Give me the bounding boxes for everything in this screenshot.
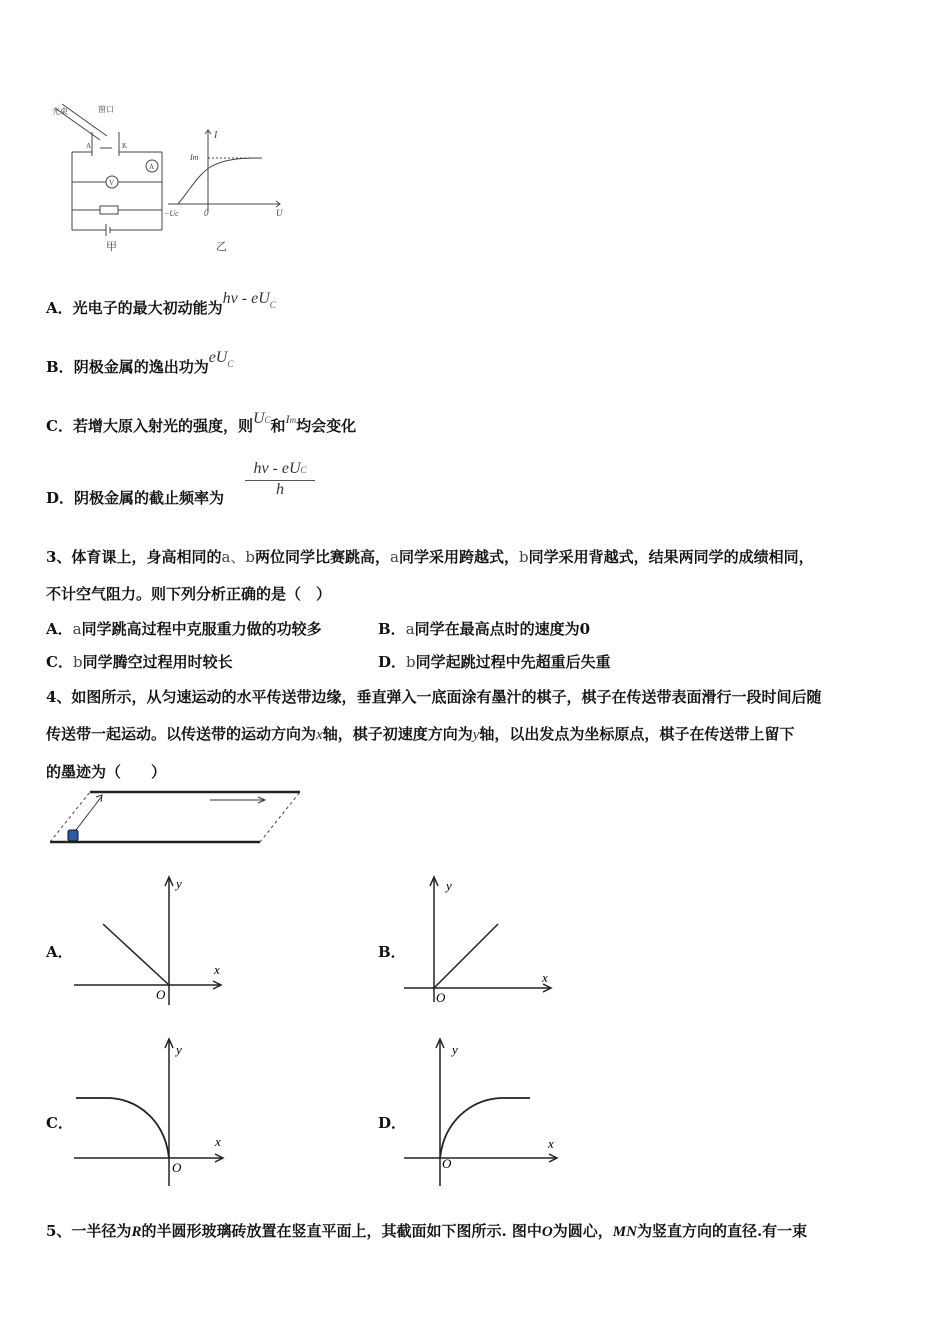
option-text: 若增大原入射光的强度，则 <box>72 417 253 435</box>
option-text: 阴极金属的逸出功为 <box>73 358 209 376</box>
conjunction: 和 <box>270 417 286 435</box>
graph-d-x: x <box>548 1136 554 1151</box>
label-a: A <box>86 142 92 150</box>
q3-line1: 3、体育课上，身高相同的a、b两位同学比赛跳高，a同学采用跨越式，b同学采用背越式，结果两同学的成绩相同， <box>46 548 814 566</box>
caption-yi: 乙 <box>216 241 227 253</box>
iu-uc-label: −Uc <box>164 209 179 218</box>
option-letter: D． <box>46 489 75 507</box>
option-text: 阴极金属的截止频率为 <box>74 489 225 507</box>
graph-a <box>70 872 240 1012</box>
q4-option-a-letter: A． <box>46 943 73 961</box>
iu-origin-label: 0 <box>204 208 209 218</box>
graph-a-o: O <box>156 987 166 1002</box>
formula: $eU_C$ <box>208 349 234 369</box>
label-voltmeter: V <box>109 179 115 187</box>
iu-graph <box>168 130 280 212</box>
q2-option-a <box>46 290 276 320</box>
label-ammeter: A <box>149 163 155 171</box>
option-tail: 均会变化 <box>296 417 357 435</box>
label-light: 光束 <box>52 107 68 116</box>
q2-option-c <box>46 410 357 438</box>
q5-line1: 5、一半径为R的半圆形玻璃砖放置在竖直平面上，其截面如下图所示. 图中O为圆心，MN为竖直方向的直径.有一束 <box>46 1222 808 1240</box>
q3-option-a: A．a同学跳高过程中克服重力做的功较多 <box>46 620 322 638</box>
iu-x-label: U <box>276 208 283 218</box>
q2-option-b <box>46 349 234 379</box>
graph-c-x: x <box>215 1134 221 1149</box>
graph-d <box>400 1034 570 1194</box>
label-window: 窗口 <box>98 105 114 114</box>
graph-b-o: O <box>436 990 446 1005</box>
q3-option-c: C．b同学腾空过程用时较长 <box>46 653 233 671</box>
q3-option-d: D．b同学起跳过程中先超重后失重 <box>378 653 611 671</box>
graph-a-x: x <box>214 962 220 977</box>
formula: hν - $eU_C$ <box>222 290 276 310</box>
q4-option-d-letter: D． <box>378 1114 407 1132</box>
option-letter: B． <box>46 358 74 376</box>
fraction-denominator: h <box>276 481 284 498</box>
q4-line3: 的墨迹为（ ） <box>46 763 167 781</box>
conveyor-belt-figure <box>44 786 308 850</box>
graph-b-y: y <box>446 878 452 893</box>
option-letter: A． <box>46 299 73 317</box>
option-letter: C． <box>46 417 73 435</box>
q3-option-b: B．a同学在最高点时的速度为0 <box>378 620 591 638</box>
fraction <box>245 460 315 499</box>
circuit-diagram <box>55 104 162 236</box>
q4-line2: 传送带一起运动。以传送带的运动方向为x轴，棋子初速度方向为y轴，以出发点为坐标原点，棋子在传送带上留下 <box>46 725 795 743</box>
graph-c <box>70 1034 240 1194</box>
graph-a-y: y <box>176 876 182 891</box>
iu-y-label: I <box>214 130 218 141</box>
q4-line1: 4、如图所示，从匀速运动的水平传送带边缘，垂直弹入一底面涂有墨汁的棋子，棋子在传送带表面滑行一段时间后随 <box>46 688 822 706</box>
symbol-im: Im <box>285 412 297 426</box>
graph-b <box>400 872 570 1012</box>
q2-option-d <box>46 488 224 508</box>
q3-line2: 不计空气阻力。则下列分析正确的是（ ） <box>46 585 332 603</box>
graph-c-o: O <box>172 1160 182 1175</box>
caption-jia: 甲 <box>106 241 117 253</box>
label-k: K <box>122 142 128 150</box>
q4-option-c-letter: C． <box>46 1114 73 1132</box>
option-text: 光电子的最大初动能为 <box>72 299 223 317</box>
graph-c-y: y <box>176 1042 182 1057</box>
chess-piece <box>68 830 78 841</box>
photoelectric-figure <box>40 100 300 260</box>
graph-d-y: y <box>452 1042 458 1057</box>
iu-im-label: Im <box>190 153 199 162</box>
fraction-numerator: hν - eUC <box>245 460 315 481</box>
graph-d-o: O <box>442 1156 452 1171</box>
symbol-uc: UC <box>252 410 271 427</box>
graph-b-x: x <box>542 970 548 985</box>
q4-option-b-letter: B． <box>378 943 406 961</box>
